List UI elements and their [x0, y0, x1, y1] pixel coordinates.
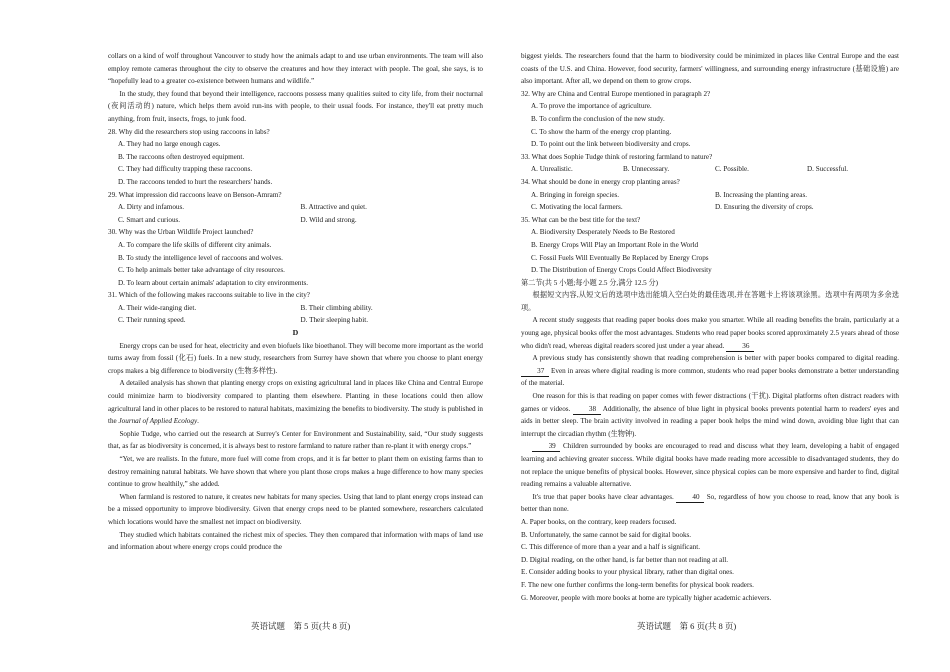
option-d: D. The Distribution of Energy Crops Could Affect Biodiversity [531, 266, 712, 275]
question-stem: 33. What does Sophie Tudge think of restoring farmland to nature? [521, 152, 713, 161]
paragraph: A previous study has consistently shown that reading comprehension is better with paper books compared to digital reading. 37 Even in areas where digital reading is more common, students who read paper books demonstrate a better understanding of the material. [521, 354, 899, 388]
option-b: B. Increasing the planting areas. [715, 190, 808, 199]
option-a: A. Dirty and infamous. [118, 203, 185, 212]
option-b: B. Attractive and quiet. [300, 203, 367, 212]
blank-39: 39 [532, 441, 560, 452]
option-b: B. To study the intelligence level of raccoons and wolves. [118, 253, 283, 262]
option-a: A. Unrealistic. [531, 165, 573, 174]
option-b: B. The raccoons often destroyed equipment. [118, 152, 245, 161]
left-column [108, 50, 483, 554]
option-item: E. Consider adding books to your physical library, rather than digital ones. [521, 568, 734, 577]
question-28 [108, 126, 483, 189]
option-d: D. Ensuring the diversity of crops. [715, 203, 814, 212]
paragraph: collars on a kind of wolf throughout Vancouver to study how the animals adapt to and use urban environments. The team will also employ remote cameras throughout the city to observe the creatures and how they interact with people. The goal, she says, is to “hopefully lead to a greater co-existence between humans and wildlife.” [108, 52, 483, 86]
question-32 [521, 88, 899, 151]
option-item: F. The new one further confirms the long-term benefits for physical book readers. [521, 580, 754, 589]
question-29 [108, 189, 483, 227]
blank-40: 40 [676, 492, 704, 503]
option-item: B. Unfortunately, the same cannot be said for digital books. [521, 530, 692, 539]
question-stem: 34. What should be done in energy crop planting areas? [521, 177, 680, 186]
option-item: A. Paper books, on the contrary, keep readers focused. [521, 517, 677, 526]
option-c: C. Smart and curious. [118, 215, 181, 224]
paragraph: Energy crops can be used for heat, electricity and even biofuels like bioethanol. They will become more important as the world turns away from fossil (化石) fuels. In a new study, researchers from Surrey have shown that where you choose to plant energy crops makes a big difference to biodiversity (生物多样性). [108, 341, 483, 375]
paragraph: Sophie Tudge, who carried out the research at Surrey's Center for Environment and Sustainability, said, “Our study suggests that, as far as biodiversity is concerned, it is always best to restore farmland to nature rather than re-plant it with energy crops.” [108, 429, 483, 451]
question-stem: 29. What impression did raccoons leave on Benson-Amram? [108, 190, 282, 199]
option-item: G. Moreover, people with more books at home are typically higher academic achievers. [521, 593, 772, 602]
option-d: D. To learn about certain animals' adaptation to city environments. [118, 278, 309, 287]
option-item: D. Digital reading, on the other hand, is far better than not reading at all. [521, 555, 729, 564]
paragraph: They studied which habitats contained the richest mix of species. They then compared that information with maps of land use and information about where energy crops could produce the [108, 530, 483, 552]
option-a: A. Their wide-ranging diet. [118, 303, 197, 312]
blank-37: 37 [521, 366, 549, 377]
question-30 [108, 226, 483, 289]
question-31 [108, 289, 483, 327]
paragraph: One reason for this is that reading on paper comes with fewer distractions (干扰). Digital platforms often distract readers with games or videos. 38 Additionally, the absence of blue light in physical books prevents potential harm to readers' eyes and aids in better sleep. The brain activity involved in reading a paper book helps the mind wind down, avoiding blue light that can interrupt the circadian rhythm (生物钟). [521, 392, 900, 438]
option-a: A. To prove the importance of agriculture. [531, 102, 652, 111]
option-b: B. Energy Crops Will Play an Important Role in the World [531, 240, 699, 249]
section-heading: 第二节(共 5 小题;每小题 2.5 分,满分 12.5 分) [521, 278, 659, 287]
paragraph: When farmland is restored to nature, it creates new habitats for many species. Using that land to plant energy crops instead can be a missed opportunity to improve biodiversity. Given that energy crops need to be planted somewhere, researchers calculated which locations would have the smallest net impact on biodiversity. [108, 492, 483, 526]
option-c: C. To help animals better take advantage of city resources. [118, 266, 285, 275]
option-a: A. They had no large enough cages. [118, 140, 221, 149]
option-d: D. Wild and strong. [300, 215, 357, 224]
option-c: C. Possible. [715, 165, 749, 174]
option-d: D. The raccoons tended to hurt the researchers' hands. [118, 177, 273, 186]
option-c: C. Fossil Fuels Will Eventually Be Replaced by Energy Crops [531, 253, 709, 262]
option-a: A. Biodiversity Desperately Needs to Be Restored [531, 228, 675, 237]
option-c: C. To show the harm of the energy crop planting. [531, 127, 672, 136]
option-b: B. Unnecessary. [623, 165, 670, 174]
question-stem: 30. Why was the Urban Wildlife Project launched? [108, 228, 254, 237]
page-footer-left: 英语试题 第 5 页(共 8 页) [251, 621, 351, 631]
option-d: D. Successful. [807, 165, 849, 174]
question-33 [521, 151, 899, 176]
paragraph: In the study, they found that beyond their intelligence, raccoons possess many qualities suited to city life, from their nocturnal (夜间活动的) nature, which helps them avoid run-ins with people, to their usual foods. For instance, they'll eat pretty much anything, from fruit, insects, frogs, to junk food. [108, 89, 483, 123]
option-item: C. This difference of more than a year and a half is significant. [521, 543, 700, 552]
paragraph: It's true that paper books have clear advantages. 40 So, regardless of how you choose to read, know that any book is better than none. [521, 492, 899, 514]
paragraph: 39 Children surrounded by books are encouraged to read and discuss what they learn, developing a habit of engaged learning and achieving greater success. While digital books have made reading more accessible to disadvantaged students, they do not replace the unique benefits of physical books. However, since physical copies can be more expensive and harder to find, digital reading remains a valuable alternative. [521, 442, 899, 489]
section-heading-d: D [292, 328, 299, 338]
option-c: C. Motivating the local farmers. [531, 203, 623, 212]
paragraph: A recent study suggests that reading paper books does make you smarter. While all reading benefits the brain, particularly at a young age, physical books offer the most advantages. Students who read paper books scored approximately 2.5 years ahead of those who didn't read, whereas digital readers scored just under a year ahead. 36 [521, 316, 899, 350]
paragraph: biggest yields. The researchers found that the harm to biodiversity could be minimized in places like Central Europe and the east coasts of the U.S. and China. However, food security, farmers' willingness, and surrounding energy infrastructure (基础设施) are also important. After all, we depend on them to grow crops. [521, 52, 899, 86]
paragraph: A detailed analysis has shown that planting energy crops on existing agricultural land in places like China and Central Europe could minimize harm to biodiversity compared to planting them elsewhere. Planting in these locations could then allow agricultural land in other places to be restored to natural habitats, maximizing the benefits to biodiversity. The study is published in the Journal of Applied Ecology. [108, 379, 483, 426]
right-column [521, 50, 899, 604]
question-stem: 28. Why did the researchers stop using raccoons in labs? [108, 127, 270, 136]
blank-38: 38 [573, 404, 601, 415]
question-34 [521, 176, 899, 214]
blank-36: 36 [726, 341, 754, 352]
option-b: B. Their climbing ability. [300, 303, 373, 312]
question-stem: 35. What can be the best title for the text? [521, 215, 641, 224]
journal-title: Journal of Applied Ecology [118, 417, 198, 426]
question-stem: 31. Which of the following makes raccoons suitable to live in the city? [108, 291, 310, 300]
option-a: A. To compare the life skills of different city animals. [118, 240, 272, 249]
option-d: D. Their sleeping habit. [300, 316, 368, 325]
page-footer-right: 英语试题 第 6 页(共 8 页) [637, 621, 737, 631]
question-35 [521, 214, 899, 277]
option-b: B. To confirm the conclusion of the new study. [531, 114, 665, 123]
option-d: D. To point out the link between biodiversity and crops. [531, 140, 691, 149]
paragraph: “Yet, we are realists. In the future, more fuel will come from crops, and it is far better to plant them on existing farms than to destroy remaining natural habitats. We have shown that where you plant those crops makes a huge difference to how many species continue to grow healthily,” she added. [108, 455, 483, 489]
option-list [521, 516, 899, 604]
option-c: C. They had difficulty trapping these raccoons. [118, 165, 253, 174]
section-instructions: 根据短文内容,从短文后的选项中选出能填入空白处的最佳选项,并在答题卡上将该项涂黑。选项中有两项为多余选项。 [521, 291, 899, 312]
question-stem: 32. Why are China and Central Europe mentioned in paragraph 2? [521, 89, 711, 98]
option-c: C. Their running speed. [118, 316, 186, 325]
option-a: A. Bringing in foreign species. [531, 190, 620, 199]
